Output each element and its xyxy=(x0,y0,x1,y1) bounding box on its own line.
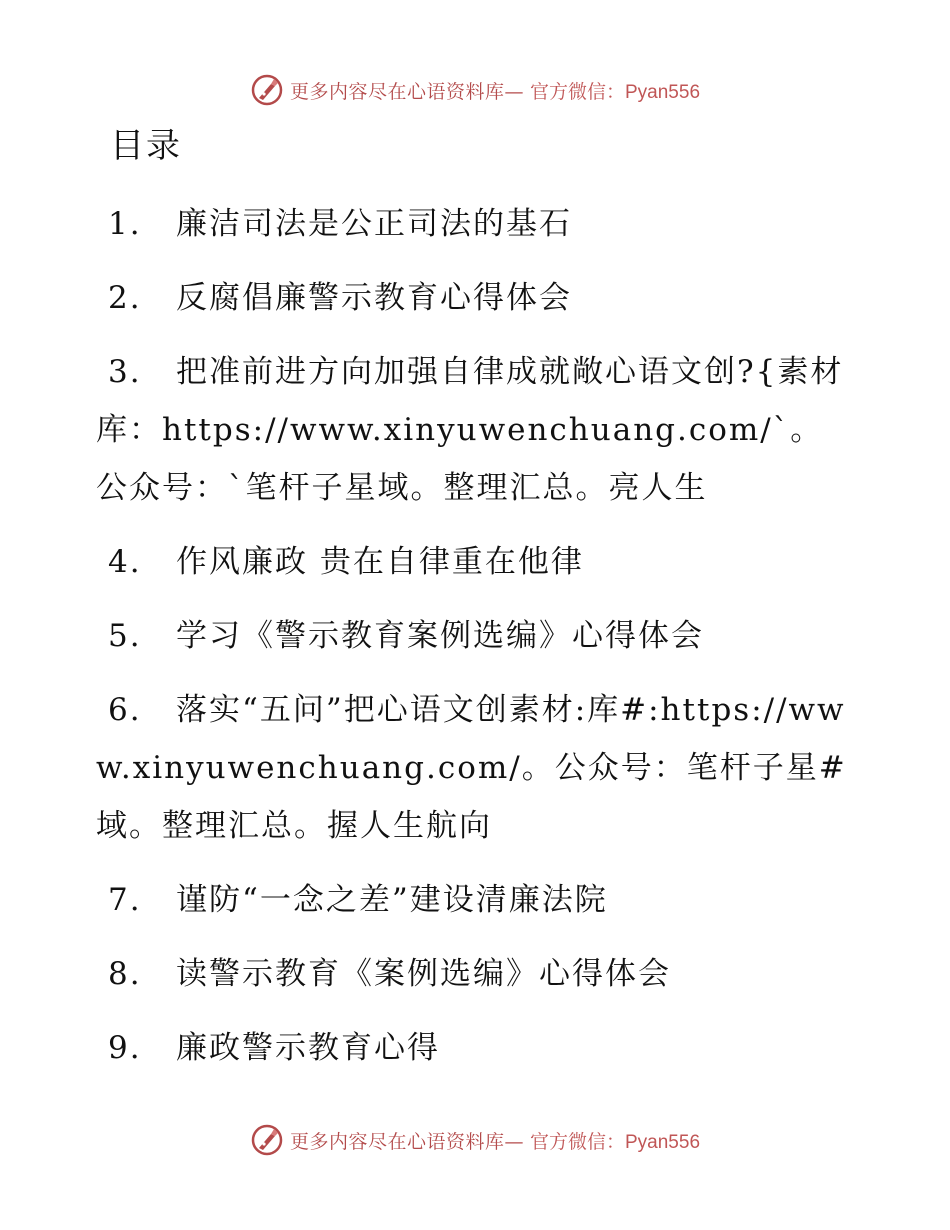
toc-item xyxy=(96,607,856,665)
watermark-text: 更多内容尽在心语资料库— xyxy=(289,80,524,103)
toc-item-number: 5. xyxy=(108,618,142,654)
toc-item-number: 8. xyxy=(108,956,142,992)
watermark-text: 更多内容尽在心语资料库— xyxy=(289,1130,524,1153)
toc-item-number: 2. xyxy=(108,280,142,316)
toc-item xyxy=(96,871,856,929)
toc-item-number: 7. xyxy=(108,882,142,918)
toc-item xyxy=(96,195,856,253)
toc-item xyxy=(96,343,856,517)
toc-item-number: 9. xyxy=(108,1030,142,1066)
toc-item xyxy=(96,681,856,855)
toc-item-text: 作风廉政 贵在自律重在他律 xyxy=(176,544,584,580)
pen-nib-logo-icon xyxy=(250,73,284,107)
toc-item-number: 1. xyxy=(108,206,142,242)
toc-title: 目录 xyxy=(110,126,182,166)
footer-watermark-banner xyxy=(0,1120,950,1160)
toc-list xyxy=(96,195,856,1093)
toc-item xyxy=(96,1019,856,1077)
toc-item-text: 谨防“一念之差”建设清廉法院 xyxy=(176,882,608,918)
toc-item xyxy=(96,269,856,327)
watermark-wechat: 官方微信：Pyan556 xyxy=(530,1131,701,1153)
toc-item xyxy=(96,533,856,591)
toc-item-text: 落实“五问”把心语文创素材:库#:https://www.xinyuwenchuang.com/。公众号：笔杆子星#域。整理汇总。握人生航向 xyxy=(96,692,847,844)
toc-item-text: 读警示教育《案例选编》心得体会 xyxy=(176,956,671,992)
toc-item-number: 6. xyxy=(108,692,142,728)
toc-item-text: 学习《警示教育案例选编》心得体会 xyxy=(176,618,704,654)
toc-item-text: 把准前进方向加强自律成就敞心语文创?{素材库：https://www.xinyuwenchuang.com/`。公众号：`笔杆子星域。整理汇总。亮人生 xyxy=(96,354,844,506)
toc-item-number: 4. xyxy=(108,544,142,580)
header-watermark-banner xyxy=(0,70,950,110)
toc-item xyxy=(96,945,856,1003)
toc-item-text: 反腐倡廉警示教育心得体会 xyxy=(176,280,572,316)
watermark-wechat: 官方微信：Pyan556 xyxy=(530,81,701,103)
toc-item-text: 廉洁司法是公正司法的基石 xyxy=(176,206,572,242)
toc-item-text: 廉政警示教育心得 xyxy=(176,1030,440,1066)
toc-item-number: 3. xyxy=(108,354,142,390)
pen-nib-logo-icon xyxy=(250,1123,284,1157)
